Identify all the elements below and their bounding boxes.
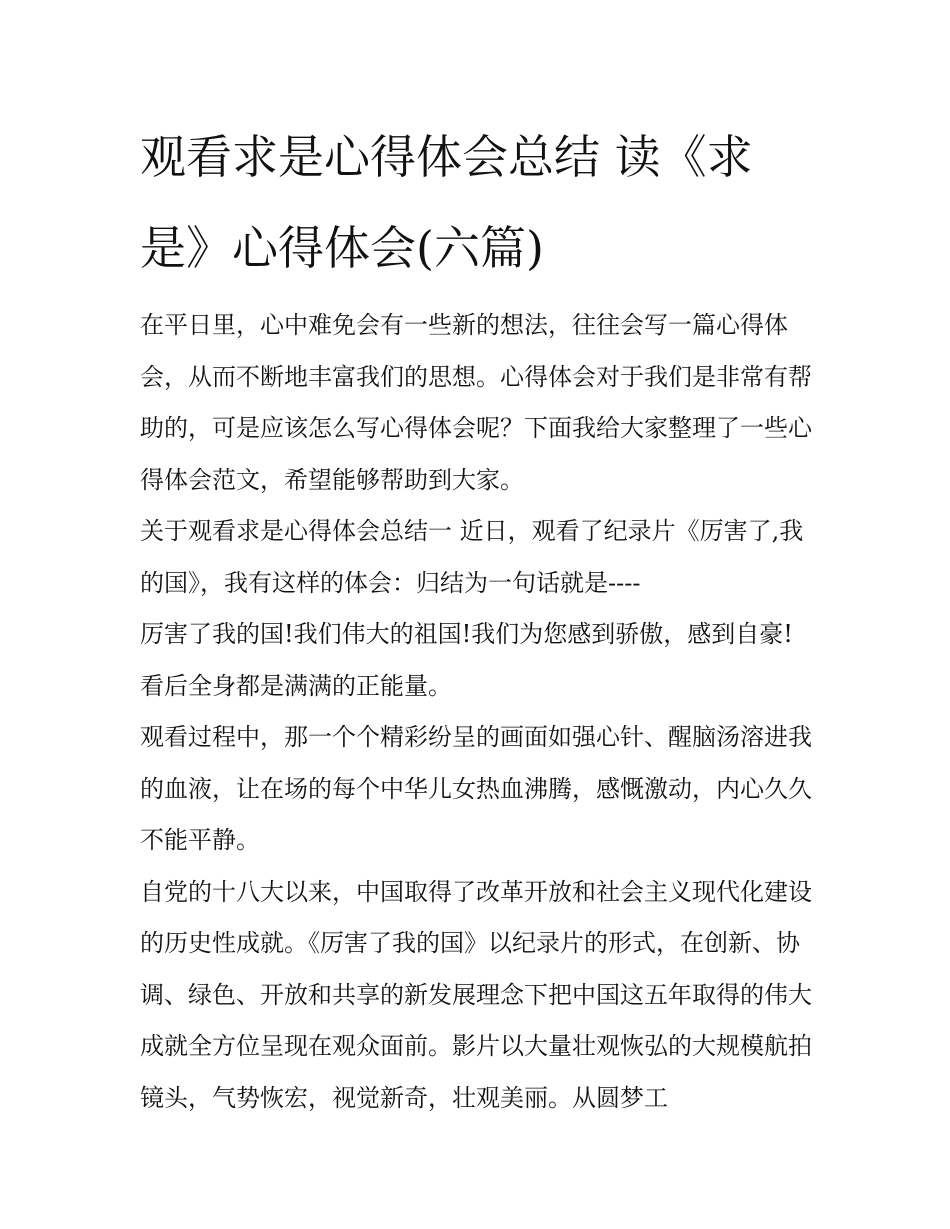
document-title: 观看求是心得体会总结 读《求是》心得体会(六篇) [140, 130, 753, 275]
paragraph-summary-one: 关于观看求是心得体会总结一 近日，观看了纪录片《厉害了,我的国》，我有这样的体会：归结为一句话就是---- [140, 517, 804, 597]
paragraph-intro: 在平日里，心中难免会有一些新的想法，往往会写一篇心得体会，从而不断地丰富我们的思想。心得体会对于我们是非常有帮助的，可是应该怎么写心得体会呢？下面我给大家整理了一些心得体会范文，希望能够帮助到大家。 [140, 311, 812, 494]
paragraph-pride: 厉害了我的国!我们伟大的祖国!我们为您感到骄傲，感到自豪!看后全身都是满满的正能量。 [140, 620, 793, 700]
paragraph-achievements: 自党的十八大以来，中国取得了改革开放和社会主义现代化建设的历史性成就。《厉害了我的国》以纪录片的形式，在创新、协调、绿色、开放和共享的新发展理念下把中国这五年取得的伟大成就全方位呈现在观众面前。影片以大量壮观恢弘的大规模航拍镜头，气势恢宏，视觉新奇，壮观美丽。从圆梦工 [140, 877, 812, 1112]
document-body [140, 112, 812, 1124]
paragraph-viewing: 观看过程中，那一个个精彩纷呈的画面如强心针、醒脑汤溶进我的血液，让在场的每个中华儿女热血沸腾，感慨激动，内心久久不能平静。 [140, 723, 812, 854]
